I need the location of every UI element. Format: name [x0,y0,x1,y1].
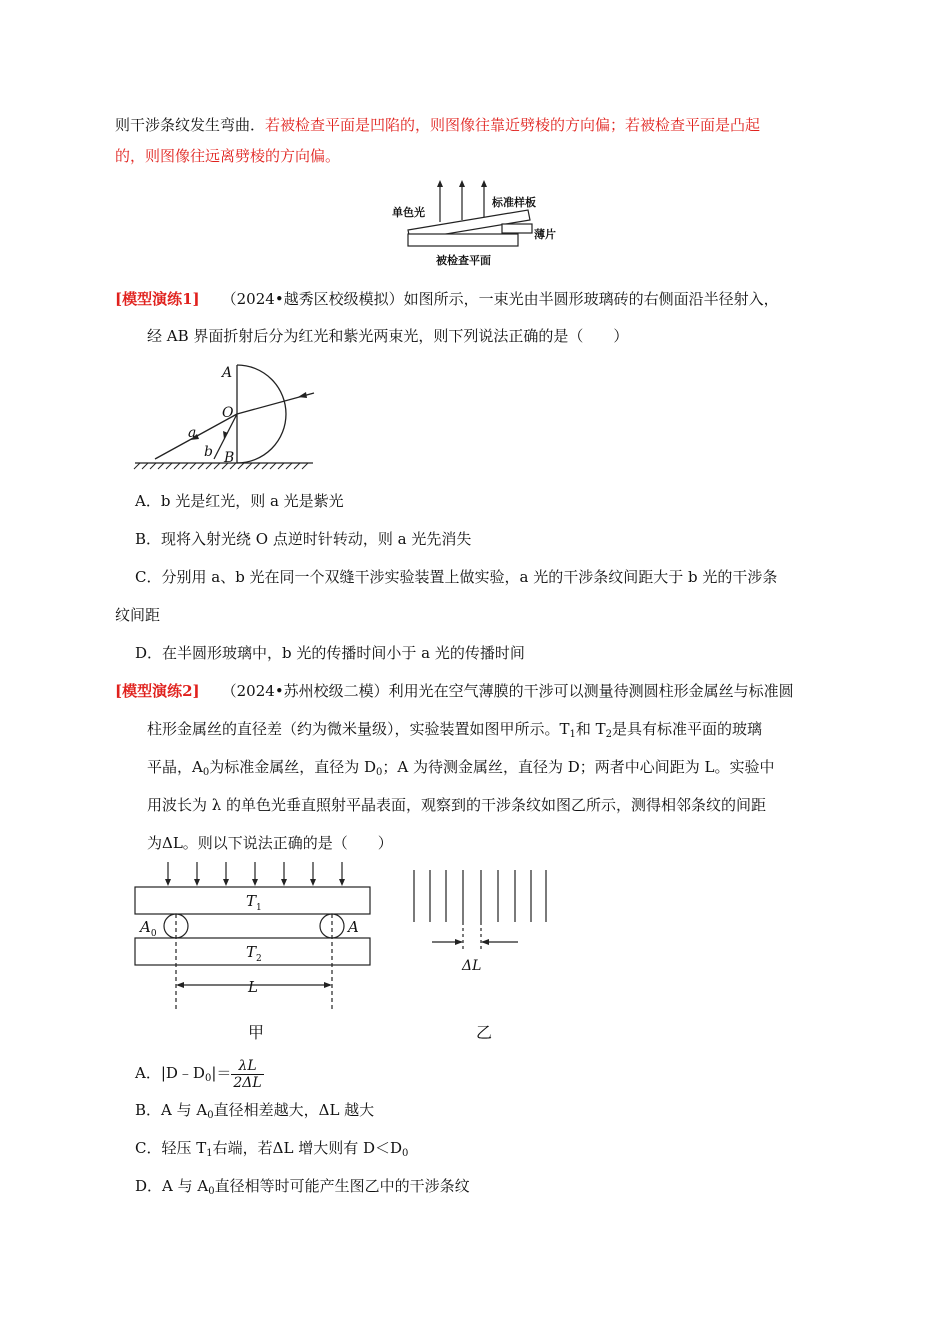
label-a: a [188,425,197,441]
label-B: B [224,450,235,466]
figure-yi [400,860,560,1045]
q2-option-d[interactable]: D．A 与 $A_0$直径相等时可能产生图乙中的干涉条纹 [135,1177,470,1197]
label-a0: $A_0$ [140,918,157,939]
q2-option-b[interactable]: B．A 与 $A_0$直径相差越大，ΔL 越大 [135,1101,375,1121]
q2-tag: [模型演练2] [115,682,200,700]
fringes [414,870,546,922]
label-t1: $T_1$ [246,892,262,913]
label-yi: 乙 [476,1023,493,1042]
semicircle-figure [130,355,320,475]
q2-source: （2024•苏州校级二模）利用光在空气薄膜的干涉可以测量待测圆柱形金属丝与标准圆 [221,682,794,700]
wedge-figure [380,178,580,270]
semicircle-arc [237,365,286,463]
q1-line-1 [115,289,779,309]
label-delta-L: ΔL [462,958,482,974]
q1-source: （2024•越秀区校级模拟）如图所示，一束光由半圆形玻璃砖的右侧面沿半径射入， [221,290,779,308]
intro-red-text-1: 若被检查平面是凹陷的，则图像往靠近劈棱的方向偏；若被检查平面是凸起 [265,116,761,134]
q2-line-5: 为ΔL。则以下说法正确的是（ ） [147,834,393,852]
q1-option-a[interactable]: A．b 光是红光，则 a 光是紫光 [135,492,344,510]
label-light: 单色光 [392,206,425,219]
label-O: O [222,405,234,421]
label-sheet: 薄片 [534,228,556,241]
intro-text: 则干涉条纹发生弯曲． [115,116,266,134]
q1-tag: [模型演练1] [115,290,200,308]
label-surface: 被检查平面 [436,254,491,267]
intro-red-text-2: 的，则图像往远离劈棱的方向偏。 [115,147,341,165]
q2-line-3: 平晶，$A_0$为标准金属丝，直径为 $D_0$；A 为待测金属丝，直径为 D；两者中心间距为 L。实验中 [147,758,775,778]
q2-option-c[interactable]: C．轻压 $T_1$右端，若ΔL 增大则有 $D<D_0$ [135,1139,409,1159]
label-A: A [222,365,233,381]
q1-line-2: 经 AB 界面折射后分为红光和紫光两束光，则下列说法正确的是（ ） [147,327,629,345]
q2-line-1 [115,681,794,701]
q2-line-4: 用波长为 λ 的单色光垂直照射平晶表面，观察到的干涉条纹如图乙所示，测得相邻条纹的间距 [147,796,767,814]
test-surface [408,234,518,246]
intro-line-1 [115,115,760,135]
label-plate: 标准样板 [492,196,536,209]
label-b: b [204,444,213,460]
figure-jia [130,860,380,1045]
label-jia: 甲 [248,1023,265,1042]
q2-line-2: 柱形金属丝的直径差（约为微米量级），实验装置如图甲所示。$T_1$和 $T_2$是具有标准平面的玻璃 [147,720,763,740]
label-a-wire: A [348,918,359,936]
thin-sheet [502,224,532,233]
fraction: $\frac{\lambda L}{2\Delta L}$ [233,1057,262,1091]
label-t2: $T_2$ [246,943,262,964]
q1-option-c[interactable]: C．分别用 a、b 光在同一个双缝干涉实验装置上做实验，a 光的干涉条纹间距大于 b 光的干涉条 [135,568,778,586]
q2-option-a[interactable]: A．$|D﹣D_0|=$ $\frac{\lambda L}{2\Delta L}$ [135,1057,262,1091]
label-L: L [248,978,258,996]
q1-option-b[interactable]: B．现将入射光绕 O 点逆时针转动，则 a 光先消失 [135,530,472,548]
q1-option-d[interactable]: D．在半圆形玻璃中，b 光的传播时间小于 a 光的传播时间 [135,644,525,662]
q1-option-c-cont: 纹间距 [115,606,161,624]
